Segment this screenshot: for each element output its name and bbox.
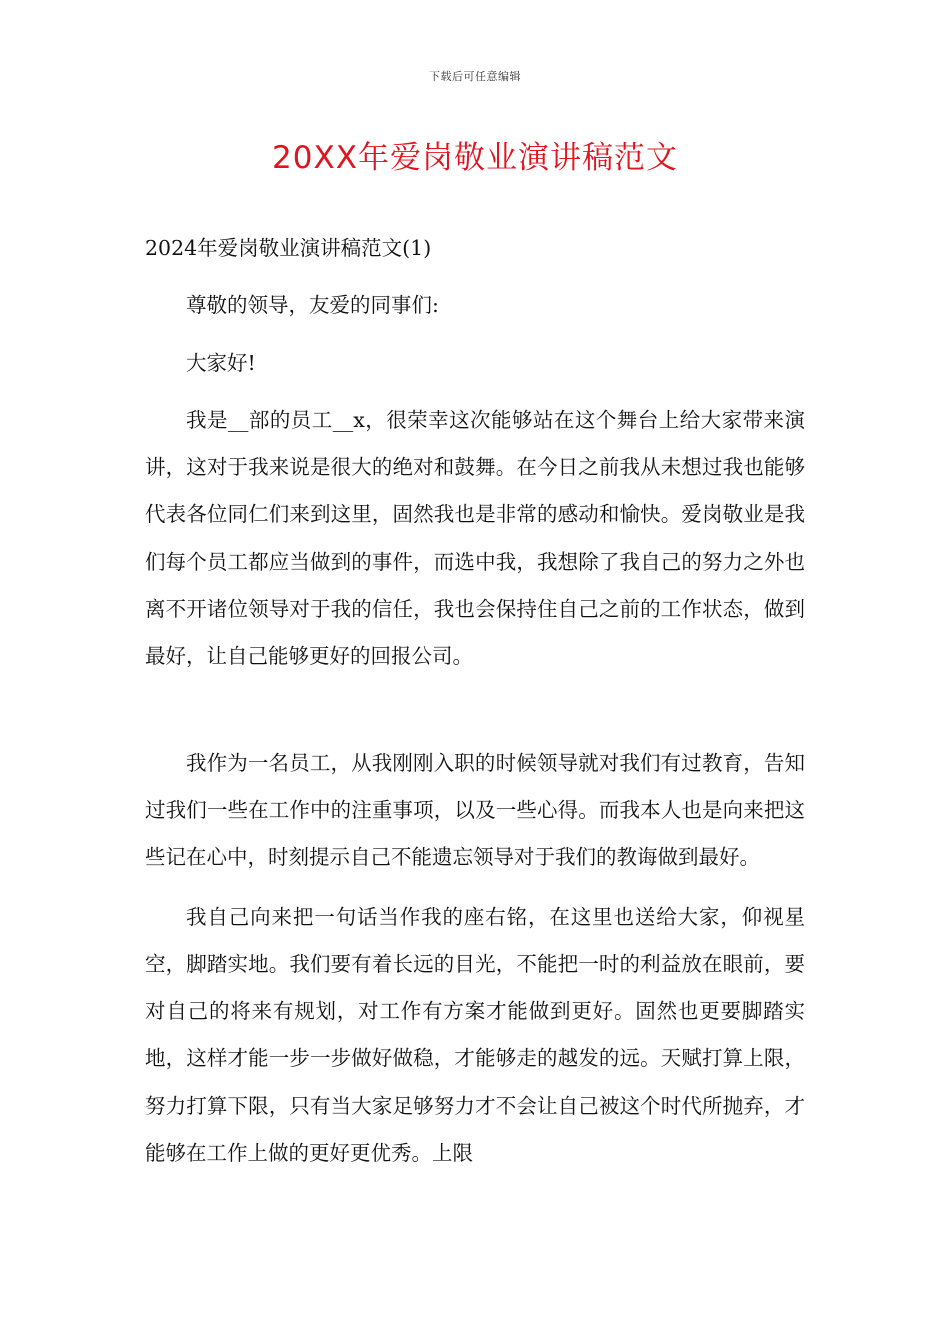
salutation: 尊敬的领导，友爱的同事们:: [186, 293, 439, 318]
header-note: 下载后可任意编辑: [429, 70, 521, 83]
paragraph-3: 我自己向来把一句话当作我的座右铭，在这里也送给大家，仰视星空，脚踏实地。我们要有着长远的目光，不能把一时的利益放在眼前，要对自己的将来有规划，对工作有方案才能做到更好。固然也更要脚踏实地，这样才能一步一步做好做稳，才能够走的越发的远。天赋打算上限，努力打算下限，只有当大家足够努力才不会让自己被这个时代所抛弃，才能够在工作上做的更好更优秀。上限: [145, 904, 805, 1166]
document-body: [145, 225, 805, 1189]
paragraph-2: 我作为一名员工，从我刚刚入职的时候领导就对我们有过教育，告知过我们一些在工作中的注重事项，以及一些心得。而我本人也是向来把这些记在心中，时刻提示自己不能遗忘领导对于我们的教诲做到最好。: [145, 750, 805, 870]
document-title: 20XX年爱岗敬业演讲稿范文: [272, 140, 678, 176]
greeting: 大家好!: [186, 350, 256, 375]
document-subtitle: 2024年爱岗敬业演讲稿范文(1): [145, 236, 432, 260]
paragraph-1: 我是__部的员工__x，很荣幸这次能够站在这个舞台上给大家带来演讲，这对于我来说是很大的绝对和鼓舞。在今日之前我从未想过我也能够代表各位同仁们来到这里，固然我也是非常的感动和愉快。爱岗敬业是我们每个员工都应当做到的事件，而选中我，我想除了我自己的努力之外也离不开诸位领导对于我的信任，我也会保持住自己之前的工作状态，做到最好，让自己能够更好的回报公司。: [145, 407, 805, 669]
